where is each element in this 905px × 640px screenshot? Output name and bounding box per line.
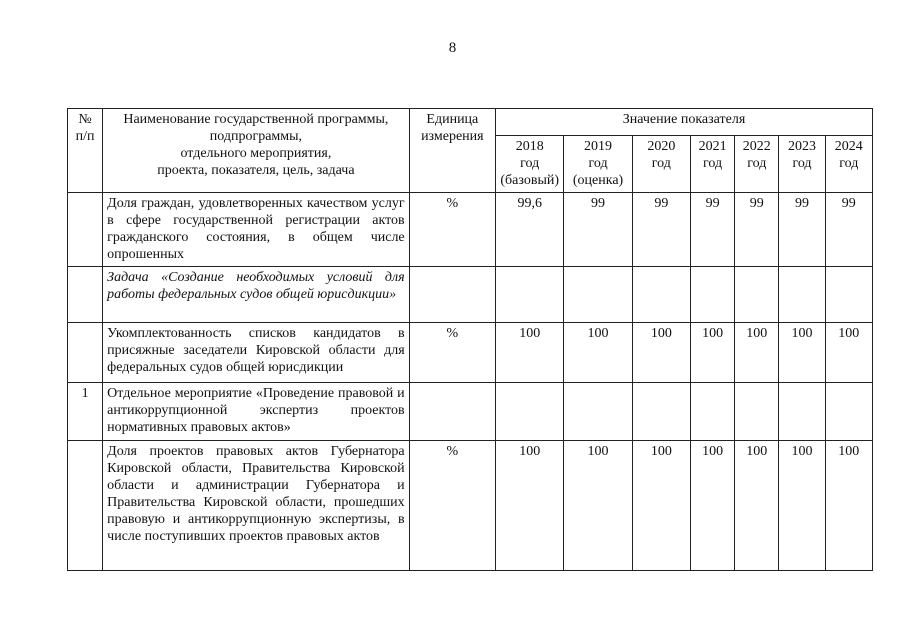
- row-value: 100: [632, 441, 690, 571]
- header-year: [735, 136, 779, 193]
- year-label: 2019: [584, 139, 613, 154]
- header-year: [564, 136, 632, 193]
- row-name: Укомплектованность списков кандидатов в присяжные заседатели Кировской области для федеральных судов общей юрисдикции: [103, 323, 409, 383]
- row-value: [690, 267, 734, 323]
- row-value: [496, 267, 564, 323]
- indicators-table: [67, 108, 873, 571]
- row-unit: %: [409, 441, 495, 571]
- row-value: 99: [735, 193, 779, 267]
- row-value: [735, 267, 779, 323]
- header-values: [496, 109, 873, 136]
- row-value: 100: [564, 323, 632, 383]
- row-value: [632, 383, 690, 441]
- year-label: 2018: [515, 139, 544, 154]
- year-sub: год: [703, 156, 723, 171]
- row-value: 99,6: [496, 193, 564, 267]
- row-value: [825, 267, 872, 323]
- row-value: [564, 267, 632, 323]
- row-number: [68, 323, 103, 383]
- header-year: [825, 136, 872, 193]
- row-name: Доля проектов правовых актов Губернатора Кировской области, Правительства Кировской области и администрации Губернатора и Правительства Кировской области, прошедших правовую и антикоррупционную экспертизы, в числе поступивших проектов правовых актов: [103, 441, 409, 571]
- year-label: 2023: [788, 139, 816, 154]
- row-value: 100: [496, 323, 564, 383]
- row-value: [779, 267, 825, 323]
- row-value: 99: [779, 193, 825, 267]
- row-value: 100: [632, 323, 690, 383]
- row-number: [68, 193, 103, 267]
- header-year: [779, 136, 825, 193]
- header-no: [68, 109, 103, 193]
- table-row: [68, 193, 873, 267]
- row-number: 1: [68, 383, 103, 441]
- row-value: 100: [735, 441, 779, 571]
- table-row: [68, 323, 873, 383]
- row-value: [690, 383, 734, 441]
- row-unit: [409, 383, 495, 441]
- table-row: [68, 441, 873, 571]
- year-label: 2022: [742, 139, 771, 154]
- row-value: 100: [779, 441, 825, 571]
- row-value: 99: [690, 193, 734, 267]
- year-label: 2021: [698, 139, 727, 154]
- year-sub: год: [651, 156, 671, 171]
- row-number: [68, 267, 103, 323]
- row-value: 100: [690, 323, 734, 383]
- header-name-line: отдельного мероприятия,: [180, 146, 332, 161]
- row-task-name: Задача «Создание необходимых условий для работы федеральных судов общей юрисдикции»: [103, 267, 409, 323]
- year-sub: год: [792, 156, 812, 171]
- header-year: [496, 136, 564, 193]
- row-value: 99: [825, 193, 872, 267]
- row-value: 100: [825, 323, 872, 383]
- header-unit: [409, 109, 495, 193]
- header-year: [632, 136, 690, 193]
- table-row: [68, 267, 873, 323]
- row-value: 100: [779, 323, 825, 383]
- row-value: [632, 267, 690, 323]
- table-row: [68, 383, 873, 441]
- row-value: [496, 383, 564, 441]
- row-value: 100: [496, 441, 564, 571]
- header-name: [103, 109, 409, 193]
- row-value: 99: [564, 193, 632, 267]
- header-year: [690, 136, 734, 193]
- header-no-label: № п/п: [75, 112, 95, 144]
- header-name-line: проекта, показателя, цель, задача: [157, 163, 355, 178]
- row-value: 99: [632, 193, 690, 267]
- row-unit: [409, 267, 495, 323]
- year-sub: год: [839, 156, 859, 171]
- page-number: 8: [448, 40, 457, 56]
- row-unit: %: [409, 193, 495, 267]
- header-name-line: Наименование государственной программы,: [123, 112, 389, 127]
- row-value: [779, 383, 825, 441]
- row-unit: %: [409, 323, 495, 383]
- row-name: Отдельное мероприятие «Проведение правовой и антикоррупционной экспертиз проектов нормативных правовых актов»: [103, 383, 409, 441]
- year-sub: год: [520, 156, 540, 171]
- year-note: (оценка): [572, 173, 624, 188]
- row-value: [564, 383, 632, 441]
- row-number: [68, 441, 103, 571]
- year-note: (базовый): [500, 173, 560, 188]
- header-values-label: Значение показателя: [622, 112, 746, 127]
- row-value: [735, 383, 779, 441]
- year-sub: год: [588, 156, 608, 171]
- row-value: [825, 383, 872, 441]
- row-value: 100: [735, 323, 779, 383]
- row-value: 100: [690, 441, 734, 571]
- year-label: 2024: [834, 139, 863, 154]
- row-value: 100: [564, 441, 632, 571]
- year-label: 2020: [647, 139, 676, 154]
- header-unit-label: Единица измерения: [421, 112, 484, 144]
- header-name-line: подпрограммы,: [209, 129, 303, 144]
- row-name: Доля граждан, удовлетворенных качеством услуг в сфере государственной регистрации актов гражданского состояния, в общем числе опрошенных: [103, 193, 409, 267]
- row-value: 100: [825, 441, 872, 571]
- year-sub: год: [747, 156, 767, 171]
